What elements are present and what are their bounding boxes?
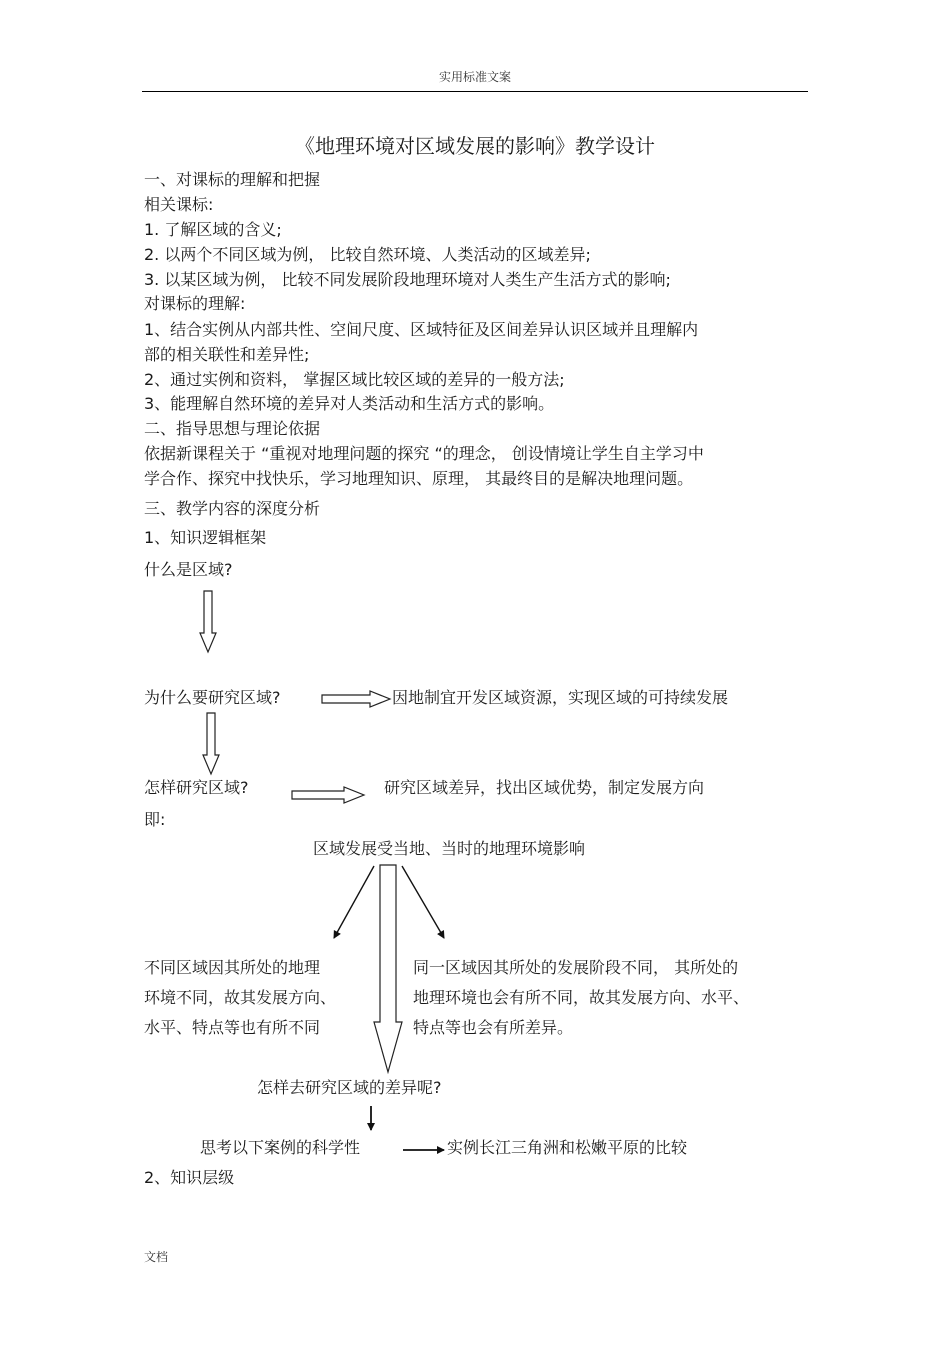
understanding-label: 对课标的理解: <box>144 294 246 313</box>
diagram-left-line-2: 环境不同，故其发展方向、 <box>144 988 337 1007</box>
diagram-q2: 为什么要研究区域? <box>144 688 281 707</box>
diagram-right-line-1: 同一区域因其所处的发展阶段不同， 其所处的 <box>413 958 739 977</box>
diagram-example: 实例长江三角洲和松嫩平原的比较 <box>447 1138 688 1157</box>
section3-sub1: 1、知识逻辑框架 <box>144 528 267 547</box>
diagram-center: 区域发展受当地、当时的地理环境影响 <box>313 839 586 858</box>
section3-heading: 三、教学内容的深度分析 <box>144 499 321 518</box>
hollow-down-arrow-1 <box>200 591 216 652</box>
understanding-line-4: 3、能理解自然环境的差异对人类活动和生活方式的影响。 <box>144 394 555 413</box>
diagram-ji: 即: <box>144 810 166 829</box>
diagram-q4: 怎样去研究区域的差异呢? <box>257 1078 442 1097</box>
diagram-left-line-1: 不同区域因其所处的地理 <box>144 958 321 977</box>
document-title: 《地理环境对区域发展的影响》教学设计 <box>295 134 655 158</box>
standard-item-3: 3. 以某区域为例， 比较不同发展阶段地理环境对人类生产生活方式的影响; <box>144 270 671 289</box>
standards-label: 相关课标: <box>144 195 214 214</box>
section2-line-2: 学合作、探究中找快乐，学习地理知识、原理， 其最终目的是解决地理问题。 <box>144 469 694 488</box>
standard-item-2: 2. 以两个不同区域为例， 比较自然环境、人类活动的区域差异; <box>144 245 591 264</box>
diagram-think: 思考以下案例的科学性 <box>200 1138 361 1157</box>
hollow-right-arrow-2 <box>292 787 364 803</box>
hollow-right-arrow-1 <box>322 691 390 707</box>
diagram-a3: 研究区域差异，找出区域优势，制定发展方向 <box>384 778 705 797</box>
header-divider <box>142 91 808 92</box>
page-header: 实用标准文案 <box>438 70 511 84</box>
diagram-q1: 什么是区域? <box>144 560 233 579</box>
diagram-right-line-2: 地理环境也会有所不同，故其发展方向、水平、 <box>413 988 750 1007</box>
diagram-right-line-3: 特点等也会有所差异。 <box>413 1018 574 1037</box>
diagram-left-line-3: 水平、特点等也有所不同 <box>144 1018 321 1037</box>
section2-line-1: 依据新课程关于 “重视对地理问题的探究 “的理念， 创设情境让学生自主学习中 <box>144 444 704 463</box>
page-footer: 文档 <box>144 1250 169 1264</box>
section2-heading: 二、指导思想与理论依据 <box>144 419 321 438</box>
diagram-q3: 怎样研究区域? <box>144 778 249 797</box>
diagonal-arrow-left <box>334 866 374 938</box>
diagonal-arrow-right <box>402 866 444 938</box>
section3-sub2: 2、知识层级 <box>144 1168 235 1187</box>
understanding-line-3: 2、通过实例和资料， 掌握区域比较区域的差异的一般方法; <box>144 370 565 389</box>
understanding-line-1: 1、结合实例从内部共性、空间尺度、区域特征及区间差异认识区域并且理解内 <box>144 320 699 339</box>
hollow-down-arrow-2 <box>203 713 219 774</box>
standard-item-1: 1. 了解区域的含义; <box>144 220 282 239</box>
understanding-line-2: 部的相关联性和差异性; <box>144 345 310 364</box>
section1-heading: 一、对课标的理解和把握 <box>144 170 321 189</box>
hollow-down-arrow-large <box>374 865 402 1072</box>
diagram-a2: 因地制宜开发区域资源，实现区域的可持续发展 <box>392 688 729 707</box>
